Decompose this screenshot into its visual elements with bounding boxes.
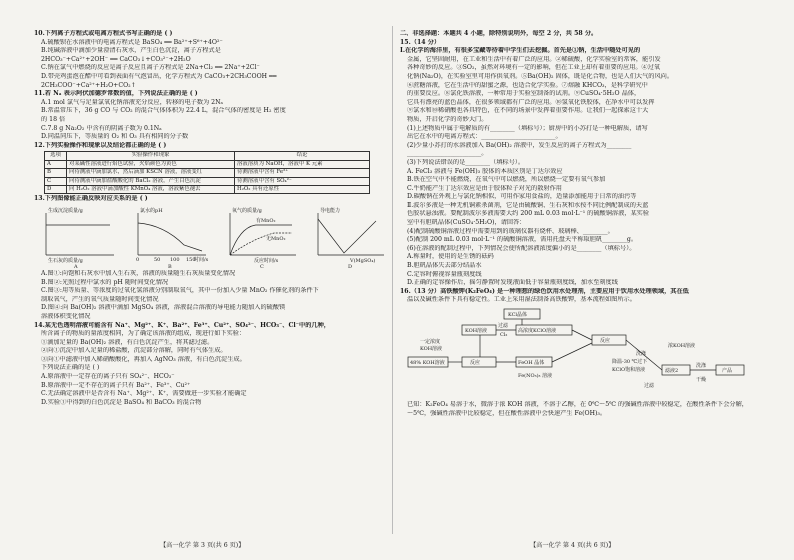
flow-label: 干燥 [696, 377, 707, 383]
flow-label: 反应 [600, 338, 611, 344]
table-cell: 向 H₂O₂ 溶液中滴加酸性 KMnO₄ 溶液，溶液紫色褪去 [67, 185, 235, 193]
question-16-flowchart [400, 307, 772, 401]
table-cell: H₂O₂ 具有还原性 [235, 185, 370, 193]
table-cell: 溶液溶质为 NaOH，溶液中 K 元素 [235, 160, 370, 168]
flowchart-svg [400, 307, 772, 401]
graph-c-legend-a: 有MnO₂ [256, 217, 276, 224]
text-line: ①滴加足量的 Ba(OH)₂ 溶液，有白色沉淀产生，将其滤过滤。 [41, 338, 214, 346]
left-column [34, 30, 412, 407]
text-line: B.常温常压下，36 g CO 与 CO₂ 的混合气体体积为 22.4 L，混合气体的密度是 H₂ 密度 [41, 107, 286, 115]
text-line: 下列说法正确的是 ( ) [41, 364, 100, 372]
text-line: ⑨氯水和⑩稀硝酸也各具特色，在不同的场景中发挥着重要作用。让我们一起探索这十大 [407, 107, 649, 115]
text-line: A. FeCl₃ 溶液与 Fe(OH)₃ 胶体的本质区别是丁达尔效应 [407, 167, 563, 175]
graph-b-tick: 150 [186, 256, 196, 263]
graph-d-curve [318, 219, 376, 253]
graph-c-xlabel: 反应时间/s [254, 257, 279, 264]
graph-c-legend-b: 无MnO₂ [266, 235, 286, 242]
arrow [572, 330, 592, 340]
flow-label: 滤液2 [665, 368, 679, 374]
text-line: ～5℃，强碱性溶液中比较稳定，但在酸性溶液中会快速产生 Fe(OH)₃。 [407, 409, 607, 417]
text-line: (2)少量小苏打的水溶液加入 Ba(OH)₂ 溶液中，发生反应的离子方程式为________ [407, 141, 632, 149]
text-line: A.图①:向饱和石灰水中加入生石灰，溶液的质量随生石灰质量变化情况 [41, 269, 236, 277]
graph-letter: A [74, 263, 78, 269]
table-cell: A [45, 160, 67, 168]
flow-label: 洗涤 [696, 363, 707, 369]
text-line: D.正确的定容操作后，摇匀静置时发现液面低于容量瓶刻度线，加水至刻度线 [407, 279, 618, 287]
text-line: 10.下列离子方程式或电离方程式书写正确的是 ( ) [34, 30, 173, 37]
flow-label: 反应 [470, 360, 481, 366]
text-line: B.图②:光照过程中氯水的 pH 随时间变化情况 [41, 278, 169, 286]
text-line: 15.（14 分） [400, 38, 441, 46]
question-13-graphs [34, 205, 412, 269]
graph-letter: D [348, 263, 353, 269]
text-line: 物质，开启化学的奇妙大门。 [407, 115, 488, 123]
text-line: A.硫酸钡在水溶液中的电离方程式是 BaSO₄ ══ Ba²⁺+S⁶⁺+4O²⁻ [41, 38, 223, 46]
table-cell: 向待测液中滴加盐酸酸化的 BaCl₂ 溶液，产生白色沉淀 [67, 177, 235, 185]
text-line: 二、非选择题：本题共 4 小题，除特别说明外，每空 2 分，共 58 分。 [400, 30, 598, 37]
graph-a-xlabel: 生石灰的质量/g [48, 257, 83, 264]
graphs-svg [34, 205, 394, 269]
footer-left: 【高一化学 第 3 页(共 6 页)】 [160, 542, 245, 549]
text-line: (5)配制 200 mL 0.03 mol·L⁻¹ 的硫酸铜溶液，需用托盘天平称取胆矾________g。 [407, 236, 638, 244]
text-line: 11.若 Nₐ 表示阿伏加德罗常数的值，下列说法正确的是 ( ) [34, 90, 198, 98]
text-line: C.牛奶能产生丁达尔效应是由于胶体粒子对光的散射作用 [407, 184, 562, 192]
flow-label: 浓KOH溶液 [668, 343, 696, 349]
text-line: Ⅱ.波尔多液是一种无机铜素杀菌剂，它是由硫酸铜、生石灰和水按不同比例配制成的天蓝 [407, 201, 649, 209]
text-line: D.图④:向 Ba(OH)₂ 溶液中滴加 MgSO₄ 溶液，溶液混合溶液的导电能力随加入的硫酸镁 [41, 304, 286, 312]
flow-label: 过滤 [644, 383, 655, 389]
text-line: 金属，它坚固耐用，在工业和生活中有着广泛的应用。②稀硫酸，化学实验室的常客，能引发 [407, 55, 661, 63]
graph-letter: C [260, 263, 264, 269]
text-line: A.1 mol 氯气与足量氯氧化钠溶液充分反应，转移的电子数为 2Nₐ [41, 98, 223, 106]
flow-label: KClO饱和溶液 [612, 367, 646, 373]
table-cell: 对某碱性溶液进行焰色试验，火焰颜色为黄色 [67, 160, 235, 168]
right-column [400, 30, 772, 418]
text-line: 温以及碱性条件下具有稳定性。工业上采用湿法制备高铁酸钾，基本流程如图所示。 [407, 296, 636, 304]
table-cell: 待测溶液中含有 SO₄²⁻ [235, 177, 370, 185]
flow-label: 产品 [722, 368, 733, 374]
text-line: 化钠(Na₂O)，在实验室里可用作供氧剂。⑤Ba(OH)₂ 固体，既是化合物，也是人们大气的风向。 [407, 72, 674, 80]
text-line: 2HCO₃⁻+Ca²⁺+2OH⁻ ══ CaCO₃↓+CO₃²⁻+2H₂O [41, 55, 191, 63]
graph-d-xlabel: V(MgSO₄) [350, 257, 376, 264]
text-line: 它具有漂亮的蓝色晶体，在很多领域都有广泛的应用。⑩氢氧化铁胶体，在净水中可以发挥 [407, 98, 655, 106]
table-row [45, 177, 370, 185]
footer-right: 【高一化学 第 4 页(共 6 页)】 [530, 542, 615, 549]
graph-b-tick: 0 [136, 256, 140, 263]
graph-c-ylabel: 氧气的质量/g [232, 207, 262, 214]
text-line: Ⅰ.在化学的海洋里，有很多宝藏等待着中学生们去挖掘。首先是①钠，生活中随处可见的 [400, 47, 641, 55]
text-line: D.碳酸钠在外观上与氯化钠相似，可用作家用食盐的，适量添加能用于日常的油污等 [407, 193, 637, 201]
flow-label: KOH溶液 [420, 346, 443, 352]
flow-label: KCl晶体 [508, 312, 528, 318]
text-line: 2CH₃COO⁻+Ca²⁺+H₂O+CO₂↑ [41, 81, 136, 89]
text-line: A.原溶液中一定存在的离子只有 SO₄²⁻、HCO₃⁻ [41, 373, 175, 381]
text-line: 各种奇妙的反应。③SO₂，虽然对环境有一定的影响，但在工业上却有着重要的应用。④过氧 [407, 64, 661, 72]
text-line: 室中有胆矾晶体(CuSO₄·5H₂O)，请回答： [407, 219, 526, 227]
text-line: (1)上述物质中属于电解质的有________（填标号）；厨房中的小苏打是一种电解质，请写 [407, 124, 648, 132]
table-header-row [45, 152, 370, 160]
text-line: B.原溶液中一定不存在的离子只有 Ba²⁺、Fe³⁺、Cu²⁺ [41, 381, 191, 389]
text-line: ________________________。 [407, 150, 488, 158]
flow-label: KOH溶液 [465, 328, 488, 334]
text-line: C.钠在氯气中燃烧的反应是离子反应且离子方程式是 2Na+Cl₂ ══ 2Na⁺+2Cl⁻ [41, 64, 260, 72]
arrow [552, 343, 592, 362]
text-line: 的重要反应。⑧氯化铁溶液，一种常用于实验室制备的试剂。⑨CuSO₄·5H₂O 晶体， [407, 90, 641, 98]
text-line: C.定容时俯视容量瓶刻度线 [407, 270, 482, 278]
flow-label: Fe(NO₃)₃ 溶液 [518, 373, 553, 379]
graph-b-tick: 100 [170, 256, 180, 263]
graph-a-ylabel: 生成沉淀质量/g [48, 207, 83, 214]
question-12-table [44, 151, 370, 194]
text-line: (4)配制硫酸铜溶液过程中需要用到的玻璃仪器有烧杯、玻璃棒、________。 [407, 227, 614, 235]
flow-label: FeOH 晶体 [518, 360, 545, 366]
table-cell: 待测溶液中含有 Fe²⁺ [235, 169, 370, 177]
table-row [45, 185, 370, 193]
text-line: B.铁在空气中不能燃烧，在氧气中可以燃烧，所以燃烧一定要有氧气参加 [407, 176, 606, 184]
text-line: 所含离子的物质的量浓度相同，为了确定该溶液的组成，现进行如下实验： [41, 330, 246, 338]
column-divider [392, 26, 393, 534]
graph-b-tick: 50 [154, 256, 161, 263]
text-line: 12.下列实验操作和现象以及结论都正确的是 ( ) [34, 141, 167, 149]
text-line: 13.下列图像能正确反映对应关系的是 ( ) [34, 195, 148, 203]
table-cell: C [45, 177, 67, 185]
text-line: D.同温同压下，等质量的 O₂ 和 O₃ 具有相同的分子数 [41, 133, 189, 141]
text-line: 已知：K₂FeO₄ 易溶于水，微溶于浓 KOH 溶液，不溶于乙醇，在 0℃～5℃ 的强碱性溶液中较稳定，在酸性条件下会分解， [407, 401, 748, 408]
flow-label: 降温-30 ℃过下 [612, 359, 648, 365]
text-line: 16.（13 分）高铁酸钾(K₂FeO₄) 是一种理想的绿色饮用水处理剂，主要应用于饮用水处理领域，其在低 [400, 287, 689, 295]
text-line: D.实验①中得到的白色沉淀是 BaSO₄ 和 BaCO₃ 的混合物 [41, 398, 202, 406]
text-line: 14.某无色透明溶液可能含有 Na⁺、Mg²⁺、K⁺、Ba²⁺、Fe³⁺、Cu²⁺、SO₄²⁻、HCO₃⁻、Cl⁻中的几种， [34, 321, 330, 329]
text-line: ②向①沉淀中加入足量的稀盐酸，沉淀部分溶解，同时有气体生成。 [41, 347, 227, 355]
flow-label: 48% KOH溶液 [410, 360, 445, 366]
text-line: D.带壳鸡蛋泡在醋中可看到表面有气泡冒出，化学方程式为 CaCO₃+2CH₃COOH ══ [41, 72, 277, 80]
table-row [45, 160, 370, 168]
table-cell: 向待测液中滴加氯水，然后滴加 KSCN 溶液，溶液变红 [67, 169, 235, 177]
text-line: 出它在水中的电离方程式：________________________。 [407, 133, 562, 141]
text-line: ③向①中滤液中加入稀硝酸酸化，再加入 AgNO₃ 溶液，有白色沉淀生成。 [41, 355, 246, 363]
text-line: (6)在溶液的配制过程中，下列情况会使所配溶液浓度偏小的是________（填标号）。 [407, 244, 636, 252]
flow-label: 洗涤 [636, 351, 647, 357]
flow-label: 高浓度KClO溶液 [518, 328, 557, 334]
table-row [45, 169, 370, 177]
flow-label: Cl₂ [500, 332, 508, 338]
graph-d-ylabel: 导电能力 [320, 207, 341, 214]
text-line: 溶液体积变化情况 [41, 312, 91, 320]
graph-b-curve [138, 223, 202, 251]
table-header: 选项 [45, 152, 67, 160]
text-line: B.纯碱溶液中滴加少量澄清石灰水，产生白色沉淀，离子方程式是 [41, 47, 221, 55]
table-header: 结论 [235, 152, 370, 160]
graph-b-ylabel: 氯水的pH [140, 207, 163, 214]
text-line: (3)下列说法错误的是________（填标号）。 [407, 158, 525, 166]
text-line: C.7.8 g Na₂O₂ 中含有的阴离子数为 0.1Nₐ [41, 124, 162, 132]
graph-letter: B [168, 263, 172, 269]
text-line: C.图③:用等质量、等浓度的过氧化氢溶液分别制取氧气，其中一份加入少量 MnO₂ 作催化剂的条件下 [41, 287, 319, 295]
table-cell: D [45, 185, 67, 193]
table-cell: B [45, 169, 67, 177]
text-line: C.无法确定溶液中是否含有 Na⁺、Mg²⁺、K⁺，需要做进一步实验才能确定 [41, 390, 247, 398]
flow-label: 过滤 [498, 323, 509, 329]
text-line: 的 18 倍 [41, 115, 66, 123]
text-line: ⑥蔗糖溶液，它在生活中的甜蜜之源，也适合化学实验。⑦熔融 KHCO₃，是科学研究中 [407, 81, 648, 89]
text-line: B.胆矾晶体失去部分结晶水 [407, 262, 482, 270]
table-header: 实验操作和现象 [67, 152, 235, 160]
text-line: 色胶状悬浊液。要配制波尔多液需要大约 200 mL 0.03 mol·L⁻¹ 的硫酸铜溶液，某实验 [407, 210, 650, 218]
graph-b-xlabel: 时间/s [194, 256, 209, 263]
text-line: 制取氧气，产生的氧气质量随时间变化情况 [41, 295, 159, 303]
text-line: A.称量时，使用的是生锈的砝码 [407, 253, 494, 261]
flow-label: 一定浓度 [420, 339, 441, 345]
